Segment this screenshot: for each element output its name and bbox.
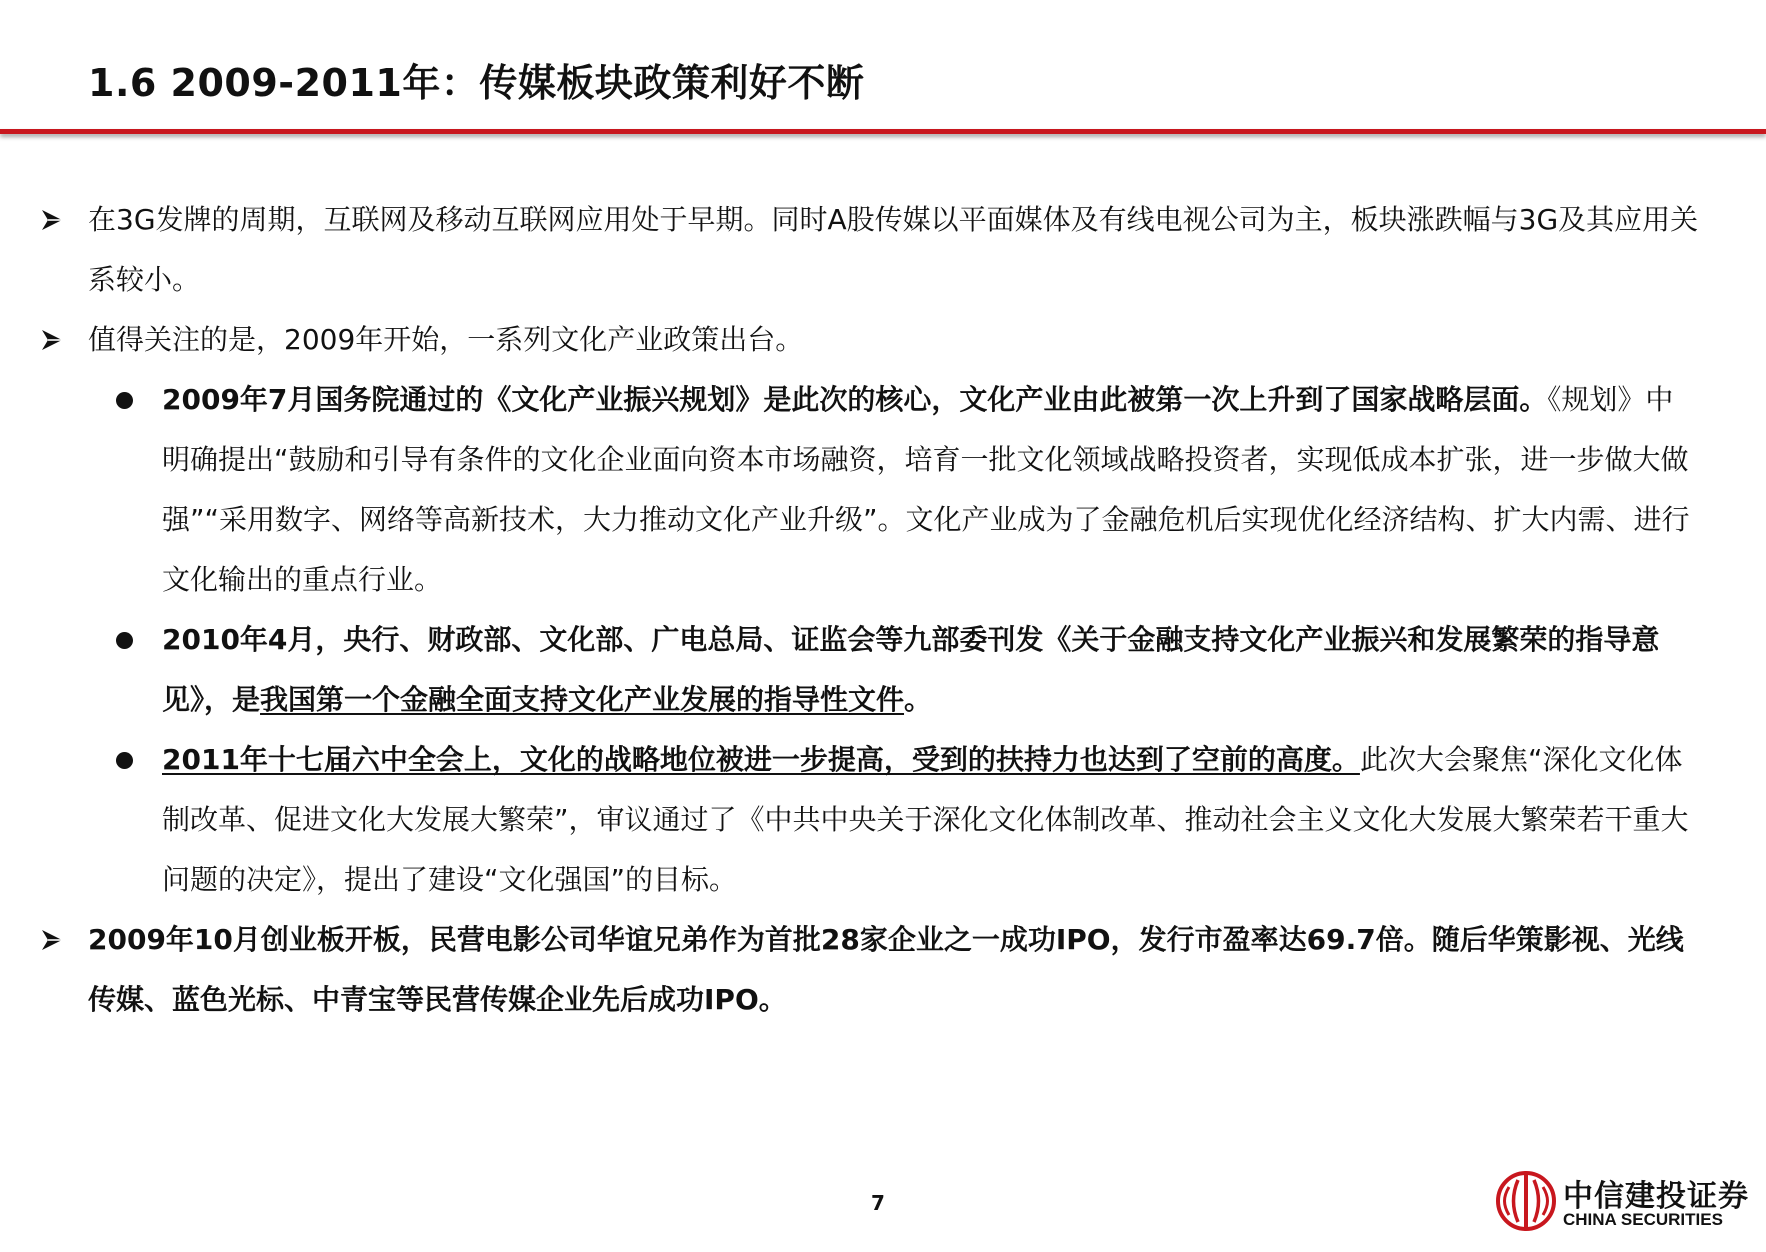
bullet-marker xyxy=(116,370,133,430)
bullet-marker xyxy=(40,910,64,970)
bullet-item xyxy=(40,730,1700,910)
bullet-text: 在3G发牌的周期，互联网及移动互联网应用处于早期。同时A股传媒以平面媒体及有线电视公司为主，板块涨跌幅与3G及其应用关系较小。 xyxy=(88,203,1699,296)
bullet-text: 。 xyxy=(904,683,933,716)
arrow-bullet-icon xyxy=(40,328,64,352)
dot-bullet-icon xyxy=(116,752,133,769)
page-title: 1.6 2009-2011年：传媒板块政策利好不断 xyxy=(88,61,865,105)
bullet-text: 2010年4月，央行、财政部、文化部、广电总局、证监会等九部委刊发《关于金融支持文化产业振兴和发展繁荣的指导意见》，是 xyxy=(162,623,1660,716)
bullet-text: 《规划》中明确提出“鼓励和引导有条件的文化企业面向资本市场融资，培育一批文化领域战略投资者，实现低成本扩张，进一步做大做强”“采用数字、网络等高新技术，大力推动文化产业升级”。文化产业成为了金融危机后实现优化经济结构、扩大内需、进行文化输出的重点行业。 xyxy=(162,383,1690,596)
dot-bullet-icon xyxy=(116,632,133,649)
logo-chinese-name: 中信建投证券 xyxy=(1563,1179,1749,1214)
bullet-text: 我国第一个金融全面支持文化产业发展的指导性文件 xyxy=(260,683,905,716)
bullet-item xyxy=(40,190,1700,310)
china-securities-logo-icon xyxy=(1495,1170,1557,1232)
bullet-text: 2009年10月创业板开板，民营电影公司华谊兄弟作为首批28家企业之一成功IPO，发行市盈率达69.7倍。随后华策影视、光线传媒、蓝色光标、中青宝等民营传媒企业先后成功IPO。 xyxy=(88,923,1684,1016)
bullet-marker xyxy=(40,190,64,250)
arrow-bullet-icon xyxy=(40,928,64,952)
arrow-bullet-icon xyxy=(40,208,64,232)
page-number: 7 xyxy=(871,1191,885,1215)
bullet-text: 值得关注的是，2009年开始，一系列文化产业政策出台。 xyxy=(88,323,804,356)
bullet-item xyxy=(40,610,1700,730)
header-divider xyxy=(0,129,1766,134)
bullet-marker xyxy=(116,730,133,790)
bullet-item xyxy=(40,310,1700,370)
bullet-marker xyxy=(40,310,64,370)
bullet-item xyxy=(40,910,1700,1030)
bullet-text: 2009年7月国务院通过的《文化产业振兴规划》是此次的核心，文化产业由此被第一次上升到了国家战略层面。 xyxy=(162,383,1548,416)
bullet-list xyxy=(40,190,1700,1030)
bullet-marker xyxy=(116,610,133,670)
bullet-item xyxy=(40,370,1700,610)
bullet-text: 2011年十七届六中全会上，文化的战略地位被进一步提高，受到的扶持力也达到了空前的高度。 xyxy=(162,743,1360,776)
slide-header xyxy=(0,0,1766,135)
company-logo xyxy=(1495,1165,1749,1240)
bullet-text: 此次大会聚焦“深化文化体制改革、促进文化大发展大繁荣”，审议通过了《中共中央关于深化文化体制改革、推动社会主义文化大发展大繁荣若干重大问题的决定》，提出了建设“文化强国”的目标。 xyxy=(162,743,1689,896)
logo-english-name: CHINA SECURITIES xyxy=(1563,1210,1723,1229)
dot-bullet-icon xyxy=(116,392,133,409)
